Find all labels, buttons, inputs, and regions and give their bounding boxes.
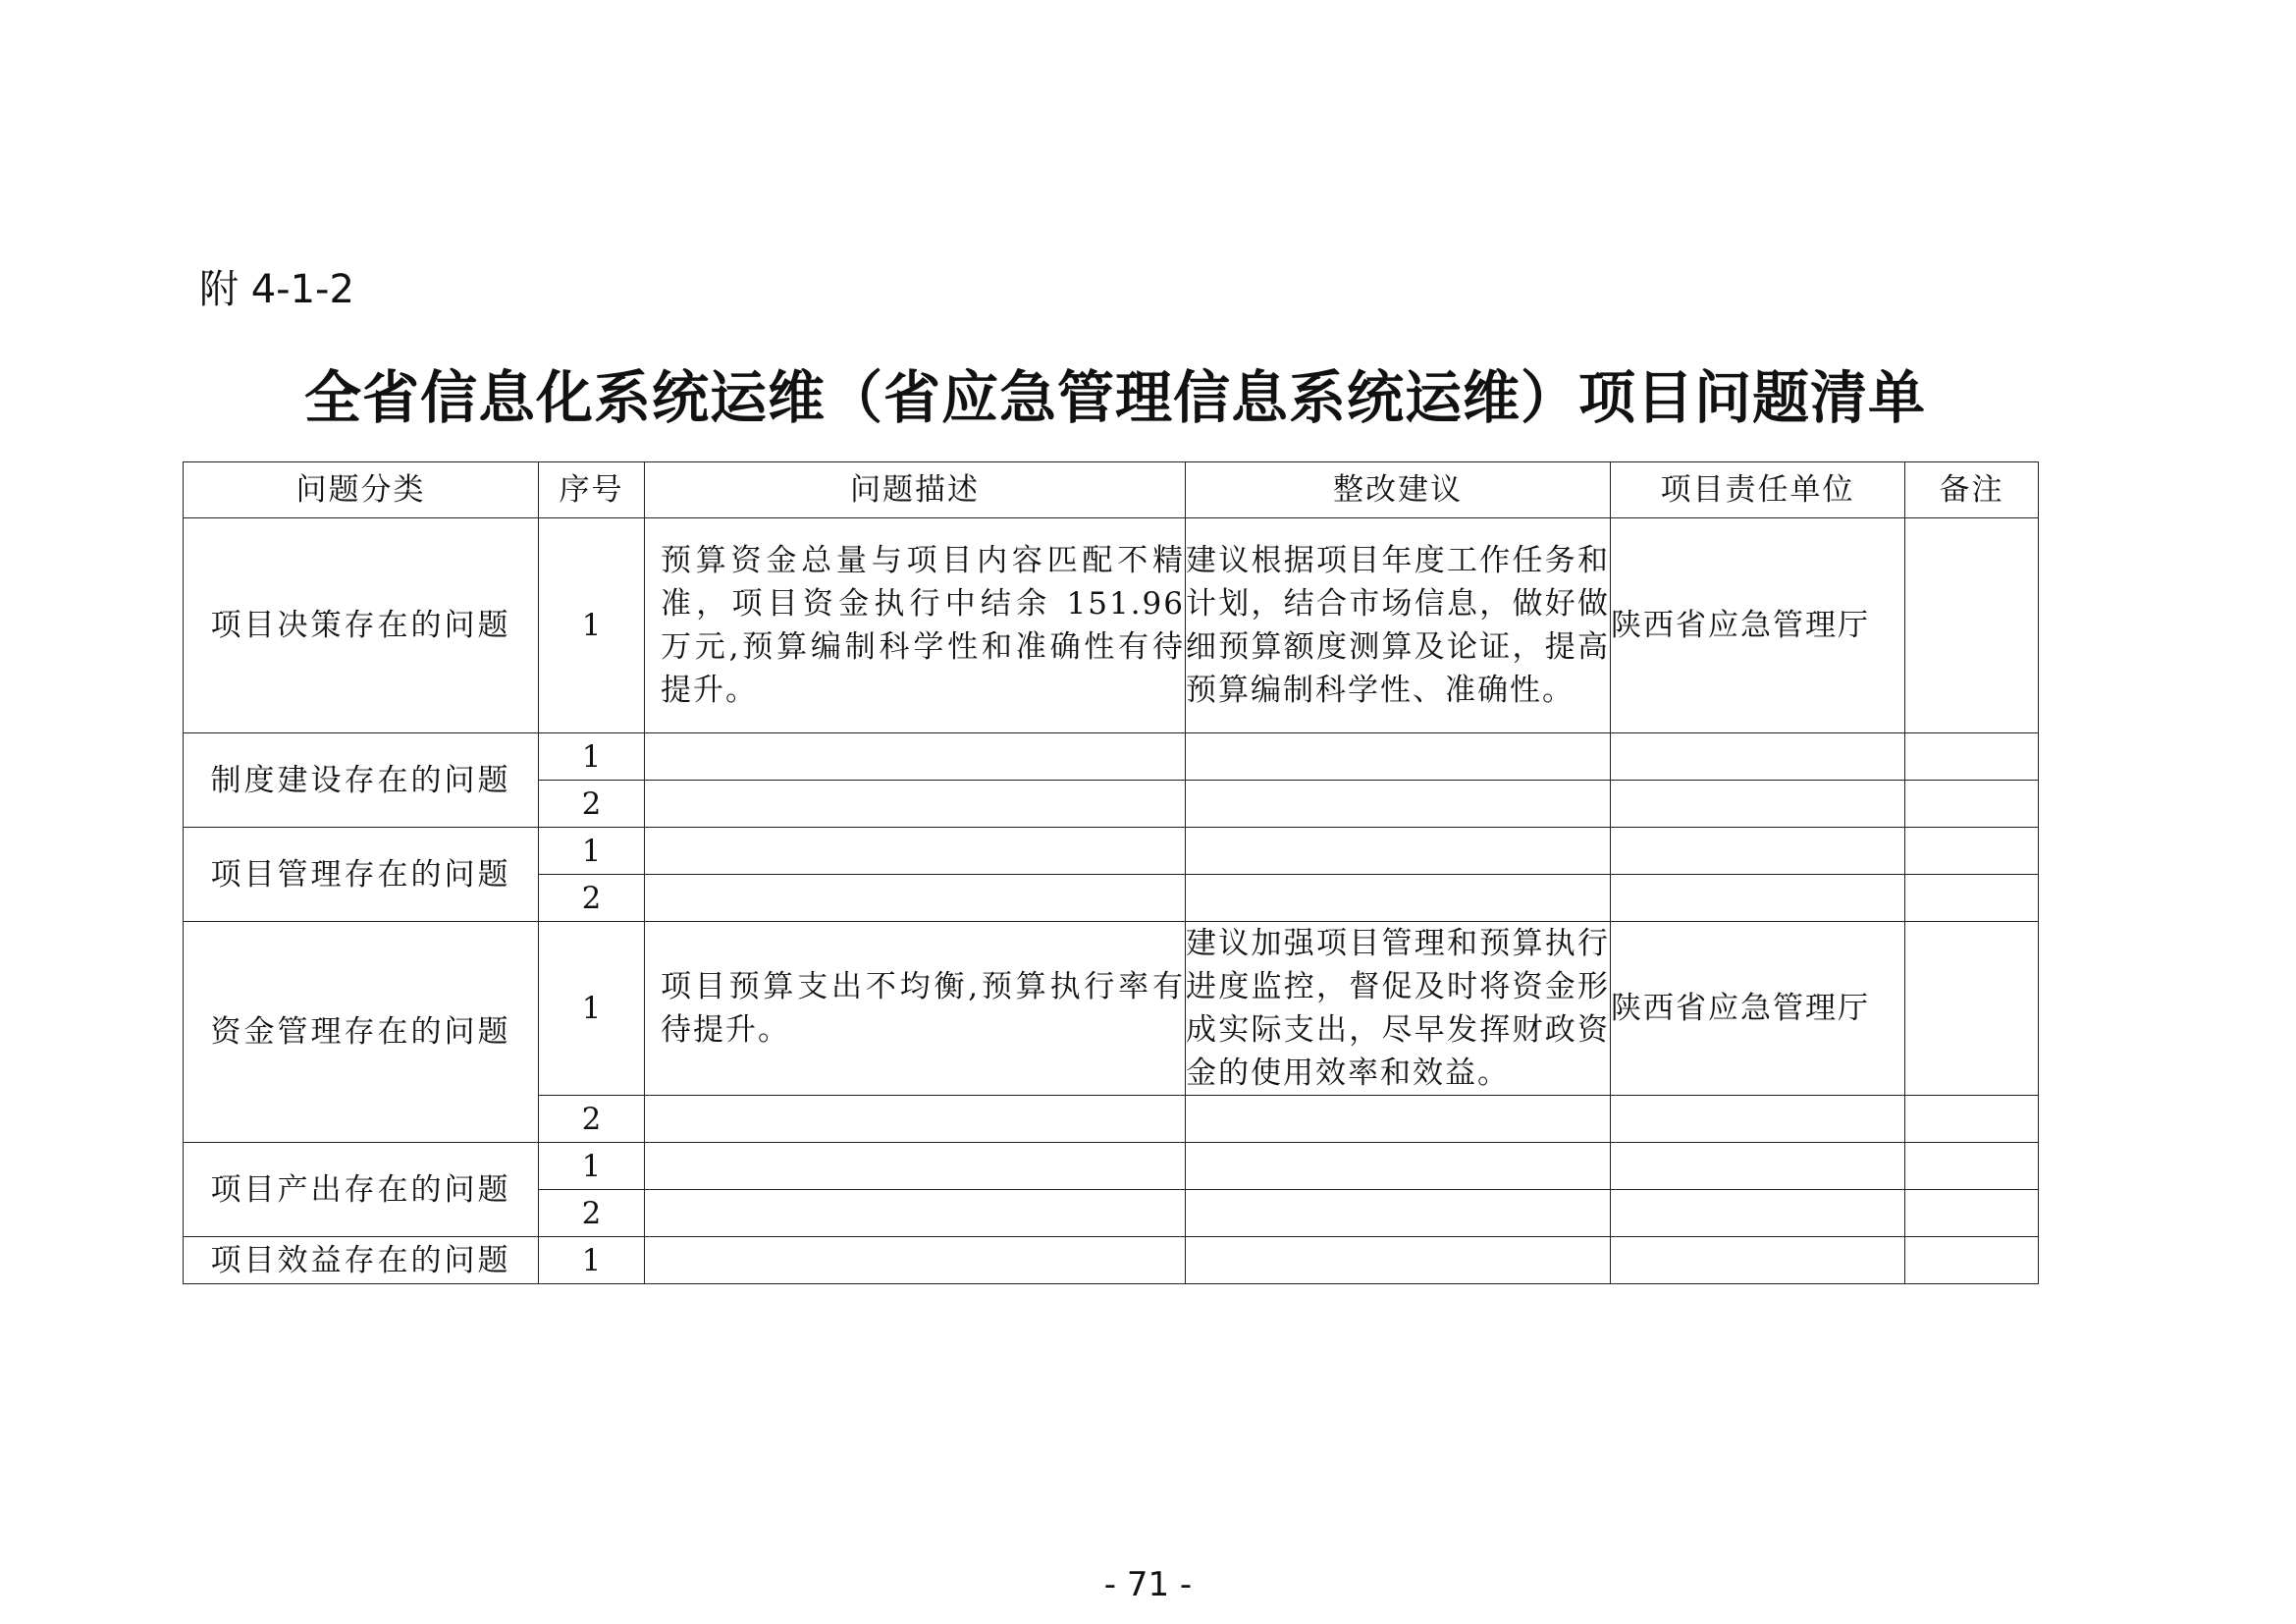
description-cell [645, 1237, 1186, 1284]
table-row [184, 922, 2039, 1096]
suggestion-cell [1186, 875, 1611, 922]
suggestion-cell [1186, 1096, 1611, 1143]
remark-cell [1905, 781, 2039, 828]
description-cell: 预算资金总量与项目内容匹配不精准，项目资金执行中结余 151.96 万元,预算编制科学性和准确性有待提升。 [645, 518, 1186, 733]
category-cell: 项目产出存在的问题 [184, 1143, 539, 1237]
remark-cell [1905, 1143, 2039, 1190]
remark-cell [1905, 875, 2039, 922]
table-row [184, 733, 2039, 781]
header-description: 问题描述 [645, 462, 1186, 518]
suggestion-cell [1186, 781, 1611, 828]
unit-cell [1611, 1143, 1905, 1190]
unit-cell [1611, 733, 1905, 781]
table-header-row [184, 462, 2039, 518]
category-cell: 资金管理存在的问题 [184, 922, 539, 1143]
unit-cell [1611, 875, 1905, 922]
table-row [184, 1143, 2039, 1190]
description-cell [645, 781, 1186, 828]
suggestion-cell [1186, 1237, 1611, 1284]
category-cell: 项目决策存在的问题 [184, 518, 539, 733]
table-row [184, 1237, 2039, 1284]
unit-cell [1611, 1190, 1905, 1237]
unit-cell: 陕西省应急管理厅 [1611, 922, 1905, 1096]
unit-cell [1611, 1237, 1905, 1284]
description-cell [645, 828, 1186, 875]
page-number: - 71 - [1103, 1565, 1193, 1604]
remark-cell [1905, 828, 2039, 875]
remark-cell [1905, 1237, 2039, 1284]
suggestion-cell: 建议根据项目年度工作任务和计划，结合市场信息，做好做细预算额度测算及论证，提高预算编制科学性、准确性。 [1186, 518, 1611, 733]
attachment-label: 附 4-1-2 [199, 267, 354, 312]
category-cell: 项目管理存在的问题 [184, 828, 539, 922]
seq-cell: 2 [539, 781, 645, 828]
suggestion-cell: 建议加强项目管理和预算执行进度监控，督促及时将资金形成实际支出，尽早发挥财政资金的使用效率和效益。 [1186, 922, 1611, 1096]
suggestion-cell [1186, 1143, 1611, 1190]
unit-cell: 陕西省应急管理厅 [1611, 518, 1905, 733]
issue-list-table [183, 461, 2039, 1284]
seq-cell: 1 [539, 1143, 645, 1190]
suggestion-cell [1186, 1190, 1611, 1237]
seq-cell: 2 [539, 875, 645, 922]
unit-cell [1611, 1096, 1905, 1143]
remark-cell [1905, 518, 2039, 733]
table-row [184, 828, 2039, 875]
header-category: 问题分类 [184, 462, 539, 518]
description-cell [645, 875, 1186, 922]
category-cell: 制度建设存在的问题 [184, 733, 539, 828]
description-cell [645, 1143, 1186, 1190]
description-cell [645, 1190, 1186, 1237]
category-cell: 项目效益存在的问题 [184, 1237, 539, 1284]
seq-cell: 2 [539, 1096, 645, 1143]
unit-cell [1611, 828, 1905, 875]
remark-cell [1905, 733, 2039, 781]
suggestion-cell [1186, 828, 1611, 875]
unit-cell [1611, 781, 1905, 828]
header-remark: 备注 [1905, 462, 2039, 518]
seq-cell: 2 [539, 1190, 645, 1237]
header-unit: 项目责任单位 [1611, 462, 1905, 518]
table-row [184, 518, 2039, 733]
description-cell: 项目预算支出不均衡,预算执行率有待提升。 [645, 922, 1186, 1096]
remark-cell [1905, 1096, 2039, 1143]
remark-cell [1905, 1190, 2039, 1237]
suggestion-cell [1186, 733, 1611, 781]
header-suggestion: 整改建议 [1186, 462, 1611, 518]
seq-cell: 1 [539, 1237, 645, 1284]
description-cell [645, 733, 1186, 781]
description-cell [645, 1096, 1186, 1143]
remark-cell [1905, 922, 2039, 1096]
seq-cell: 1 [539, 828, 645, 875]
seq-cell: 1 [539, 518, 645, 733]
seq-cell: 1 [539, 922, 645, 1096]
seq-cell: 1 [539, 733, 645, 781]
header-seq: 序号 [539, 462, 645, 518]
document-title: 全省信息化系统运维（省应急管理信息系统运维）项目问题清单 [303, 364, 1926, 431]
